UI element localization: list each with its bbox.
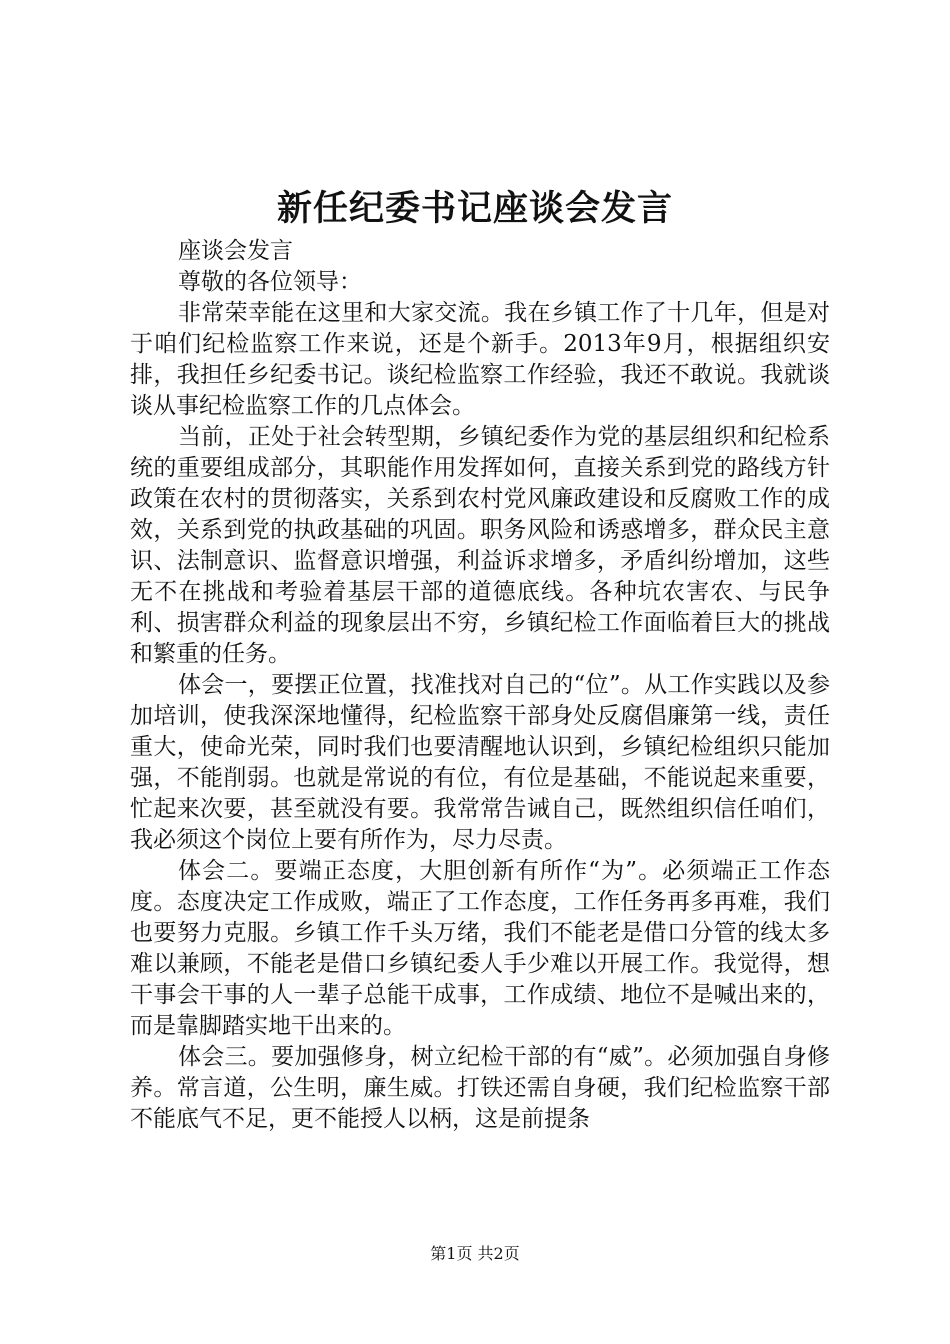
paragraph-background: 当前，正处于社会转型期，乡镇纪委作为党的基层组织和纪检系统的重要组成部分，其职能作用发挥如何，直接关系到党的路线方针政策在农村的贯彻落实，关系到农村党风廉政建设和反腐败工作的成效，关系到党的执政基础的巩固。职务风险和诱惑增多，群众民主意识、法制意识、监督意识增强，利益诉求增多，矛盾纠纷增加，这些无不在挑战和考验着基层干部的道德底线。各种坑农害农、与民争利、损害群众利益的现象层出不穷，乡镇纪检工作面临着巨大的挑战和繁重的任务。: [130, 424, 830, 667]
paragraph-intro: 非常荣幸能在这里和大家交流。我在乡镇工作了十几年，但是对于咱们纪检监察工作来说，还是个新手。2013年9月，根据组织安排，我担任乡纪委书记。谈纪检监察工作经验，我还不敢说。我就谈谈从事纪检监察工作的几点体会。: [130, 300, 830, 419]
paragraph-point-three: 体会三。要加强修身，树立纪检干部的有“威”。必须加强自身修养。常言道，公生明，廉生威。打铁还需自身硬，我们纪检监察干部不能底气不足，更不能授人以柄，这是前提条: [130, 1044, 830, 1132]
paragraph-salutation: 尊敬的各位领导：: [178, 269, 362, 295]
page-title: 新任纪委书记座谈会发言: [276, 188, 673, 229]
paragraph-point-one: 体会一，要摆正位置，找准找对自己的“位”。从工作实践以及参加培训，使我深深地懂得，纪检监察干部身处反腐倡廉第一线，责任重大，使命光荣，同时我们也要清醒地认识到，乡镇纪检组织只能加强，不能削弱。也就是常说的有位，有位是基础，不能说起来重要，忙起来次要，甚至就没有要。我常常告诫自己，既然组织信任咱们，我必须这个岗位上要有所作为，尽力尽责。: [130, 672, 830, 853]
page-number-footer: 第1页 共2页: [430, 1244, 520, 1263]
document-body: [130, 236, 830, 1135]
paragraph-point-two: 体会二。要端正态度，大胆创新有所作“为”。必须端正工作态度。态度决定工作成败，端正了工作态度，工作任务再多再难，我们也要努力克服。乡镇工作千头万绪，我们不能老是借口分管的线太多难以兼顾，不能老是借口乡镇纪委人手少难以开展工作。我觉得，想干事会干事的人一辈子总能干成事，工作成绩、地位不是喊出来的，而是靠脚踏实地干出来的。: [130, 858, 830, 1039]
paragraph-subtitle: 座谈会发言: [178, 238, 293, 264]
